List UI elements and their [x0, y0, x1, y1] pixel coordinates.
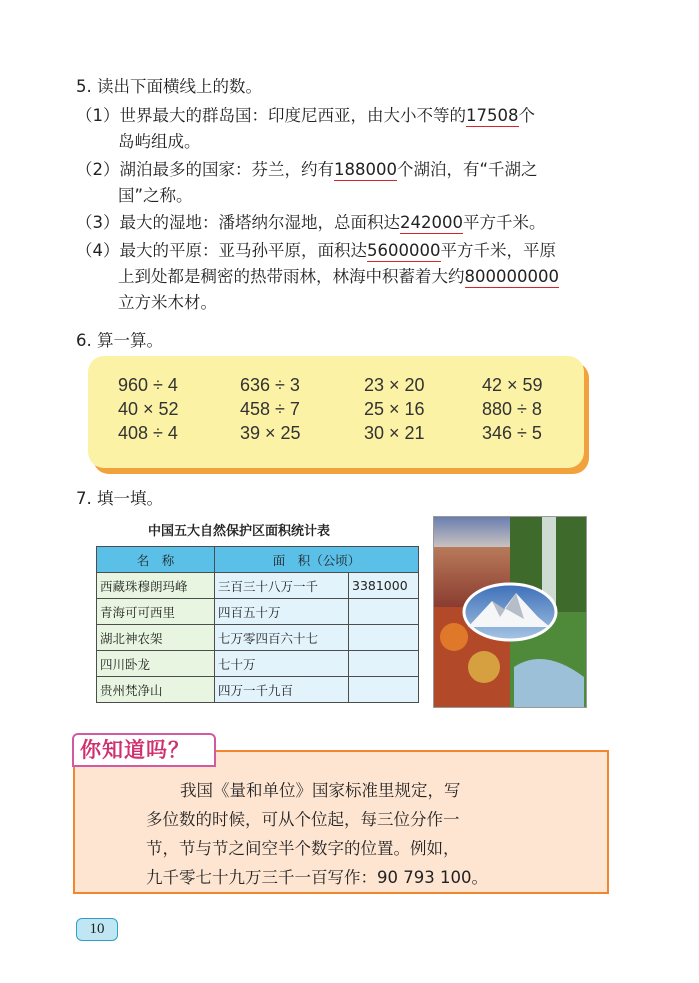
item-5-3-line1: （3）最大的湿地：潘塔纳尔湿地，总面积达242000平方千米。	[76, 213, 546, 232]
calc-expression: 458 ÷ 7	[240, 399, 300, 419]
section-7-heading: 7. 填一填。	[76, 489, 163, 508]
reserve-name: 四川卧龙	[97, 651, 215, 677]
calc-expression: 960 ÷ 4	[118, 375, 178, 395]
calc-expression: 880 ÷ 8	[482, 399, 542, 419]
item-5-4-line1: （4）最大的平原：亚马孙平原，面积达5600000平方千米，平原	[76, 241, 556, 260]
landscape-image	[434, 517, 586, 707]
underlined-number: 17508	[466, 106, 519, 125]
area-digits[interactable]	[349, 677, 419, 703]
know-line: 九千零七十九万三千一百写作：90 793 100。	[146, 868, 488, 887]
area-digits[interactable]	[349, 625, 419, 651]
header-area: 面 积（公顷）	[215, 547, 419, 573]
calc-expression: 636 ÷ 3	[240, 375, 300, 395]
did-you-know-title: 你知道吗？	[80, 738, 190, 762]
item-5-4-line2: 上到处都是稠密的热带雨林，林海中积蓄着大约800000000	[118, 267, 559, 286]
reserve-name: 西藏珠穆朗玛峰	[97, 573, 215, 599]
item-5-4-line3: 立方米木材。	[118, 293, 217, 312]
page-number: 10	[76, 918, 118, 941]
table-row	[97, 625, 419, 651]
know-line: 我国《量和单位》国家标准里规定，写	[180, 781, 461, 800]
area-words: 四百五十万	[215, 599, 349, 625]
table-row	[97, 599, 419, 625]
reserve-name: 青海可可西里	[97, 599, 215, 625]
table-row	[97, 651, 419, 677]
item-5-1-line2: 岛屿组成。	[118, 132, 201, 151]
section-6-heading: 6. 算一算。	[76, 331, 163, 350]
underlined-number: 800000000	[464, 267, 559, 286]
calc-expression: 42 × 59	[482, 375, 543, 395]
area-digits[interactable]	[349, 651, 419, 677]
calc-expression: 39 × 25	[240, 423, 301, 443]
table-header-row	[97, 547, 419, 573]
calculation-box	[88, 356, 584, 468]
reserve-name: 贵州梵净山	[97, 677, 215, 703]
table-row	[97, 677, 419, 703]
item-5-2-line2: 国”之称。	[118, 186, 193, 205]
nature-reserve-table	[96, 546, 419, 703]
underlined-number: 5600000	[367, 241, 441, 260]
area-words: 三百三十八万一千	[215, 573, 349, 599]
reserve-name: 湖北神农架	[97, 625, 215, 651]
calc-expression: 40 × 52	[118, 399, 179, 419]
area-digits[interactable]	[349, 599, 419, 625]
underlined-number: 188000	[334, 160, 397, 179]
item-5-2-line1: （2）湖泊最多的国家：芬兰，约有188000个湖泊，有“千湖之	[76, 160, 538, 179]
area-words: 四万一千九百	[215, 677, 349, 703]
table-title: 中国五大自然保护区面积统计表	[148, 524, 331, 539]
area-words: 七十万	[215, 651, 349, 677]
calc-expression: 23 × 20	[364, 375, 425, 395]
area-words: 七万零四百六十七	[215, 625, 349, 651]
know-line: 多位数的时候，可从个位起，每三位分作一	[146, 810, 460, 829]
calc-expression: 25 × 16	[364, 399, 425, 419]
calc-expression: 30 × 21	[364, 423, 425, 443]
table-row	[97, 573, 419, 599]
header-name: 名 称	[97, 547, 215, 573]
calc-expression: 346 ÷ 5	[482, 423, 542, 443]
underlined-number: 242000	[400, 213, 463, 232]
calc-expression: 408 ÷ 4	[118, 423, 178, 443]
area-digits[interactable]: 3381000	[349, 573, 419, 599]
section-5-heading: 5. 读出下面横线上的数。	[76, 77, 262, 96]
nature-photo-collage	[433, 516, 587, 708]
know-line: 节，节与节之间空半个数字的位置。例如，	[146, 839, 460, 858]
item-5-1-line1: （1）世界最大的群岛国：印度尼西亚，由大小不等的17508个	[76, 106, 535, 125]
